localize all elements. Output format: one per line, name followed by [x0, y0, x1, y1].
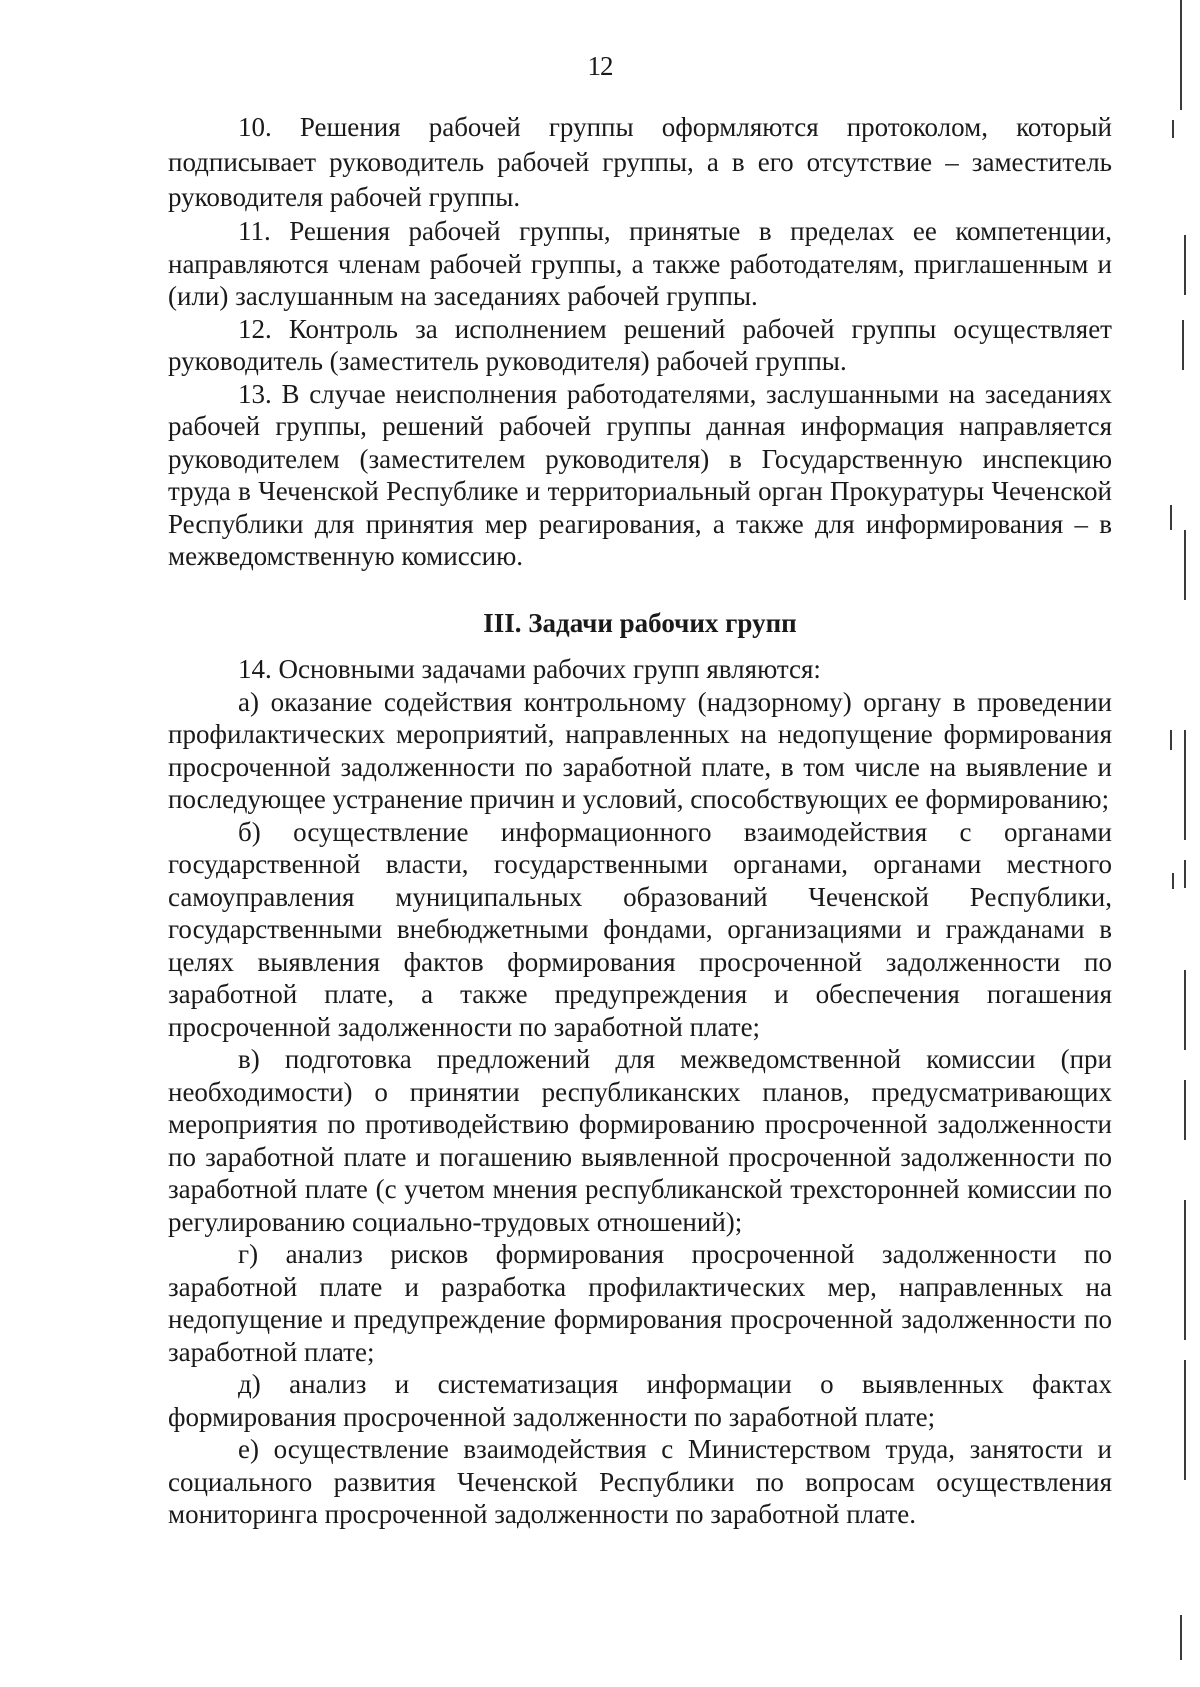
scan-edge-mark	[1184, 1080, 1186, 1140]
scan-edge-mark	[1184, 1200, 1186, 1340]
task-item-b: б) осуществление информационного взаимодействия с органами государственной власти, государственными органами, органами местного самоуправления муниципальных образований Чеченской Республики, государственными внебюджетными фондами, организациями и гражданами в целях выявления фактов формирования просроченной задолженности по заработной плате, а также предупреждения и обеспечения погашения просроченной задолженности по заработной плате;	[168, 816, 1112, 1042]
scan-edge-mark	[1184, 235, 1186, 295]
paragraph-11: 11. Решения рабочей группы, принятые в пределах ее компетенции, направляются членам рабочей группы, а также работодателям, приглашенным и (или) заслушанным на заседаниях рабочей группы.	[168, 216, 1112, 311]
section-heading: III. Задачи рабочих групп	[483, 607, 797, 638]
scan-edge-mark	[1180, 1615, 1182, 1660]
scan-edge-mark	[1184, 730, 1186, 840]
scan-edge-mark	[1172, 120, 1174, 138]
paragraph-10: 10. Решения рабочей группы оформляются протоколом, который подписывает руководитель рабочей группы, а в его отсутствие – заместитель руководителя рабочей группы.	[168, 112, 1112, 212]
paragraph-14: 14. Основными задачами рабочих групп являются:	[238, 654, 821, 684]
scan-edge-mark	[1184, 860, 1186, 888]
scan-edge-mark	[1184, 970, 1186, 1050]
document-body	[168, 110, 1112, 1531]
task-item-d: д) анализ и систематизация информации о выявленных фактах формирования просроченной задолженности по заработной плате;	[168, 1369, 1112, 1432]
task-item-a: а) оказание содействия контрольному (надзорному) органу в проведении профилактических мероприятий, направленных на недопущение формирования просроченной задолженности по заработной плате, в том числе на выявление и последующее устранение причин и условий, способствующих ее формированию;	[168, 686, 1112, 814]
scan-edge-mark	[1182, 320, 1184, 370]
scan-edge-mark	[1170, 730, 1172, 750]
scan-edge-mark	[1184, 1360, 1186, 1480]
paragraph-12: 12. Контроль за исполнением решений рабочей группы осуществляет руководитель (заместитель руководителя) рабочей группы.	[168, 313, 1112, 376]
scan-edge-mark	[1172, 873, 1174, 889]
task-item-e: е) осуществление взаимодействия с Министерством труда, занятости и социального развития Чеченской Республики по вопросам осуществления мониторинга просроченной задолженности по заработной плате.	[168, 1434, 1112, 1529]
scan-edge-mark	[1170, 505, 1172, 530]
page-number: 12	[587, 51, 613, 81]
scan-edge-mark	[1184, 530, 1186, 600]
scan-edge-mark	[1180, 0, 1182, 110]
task-item-v: в) подготовка предложений для межведомственной комиссии (при необходимости) о принятии республиканских планов, предусматривающих мероприятия по противодействию формированию просроченной задолженности по заработной плате и погашению выявленной просроченной задолженности по заработной плате (с учетом мнения республиканской трехсторонней комиссии по регулированию социально-трудовых отношений);	[168, 1044, 1112, 1237]
paragraph-13: 13. В случае неисполнения работодателями, заслушанными на заседаниях рабочей группы, решений рабочей группы данная информация направляется руководителем (заместителем руководителя) в Государственную инспекцию труда в Чеченской Республике и территориальный орган Прокуратуры Чеченской Республики для принятия мер реагирования, а также для информирования – в межведомственную комиссию.	[168, 378, 1112, 571]
task-item-g: г) анализ рисков формирования просроченной задолженности по заработной плате и разработка профилактических мер, направленных на недопущение и предупреждение формирования просроченной задолженности по заработной плате;	[168, 1239, 1112, 1367]
